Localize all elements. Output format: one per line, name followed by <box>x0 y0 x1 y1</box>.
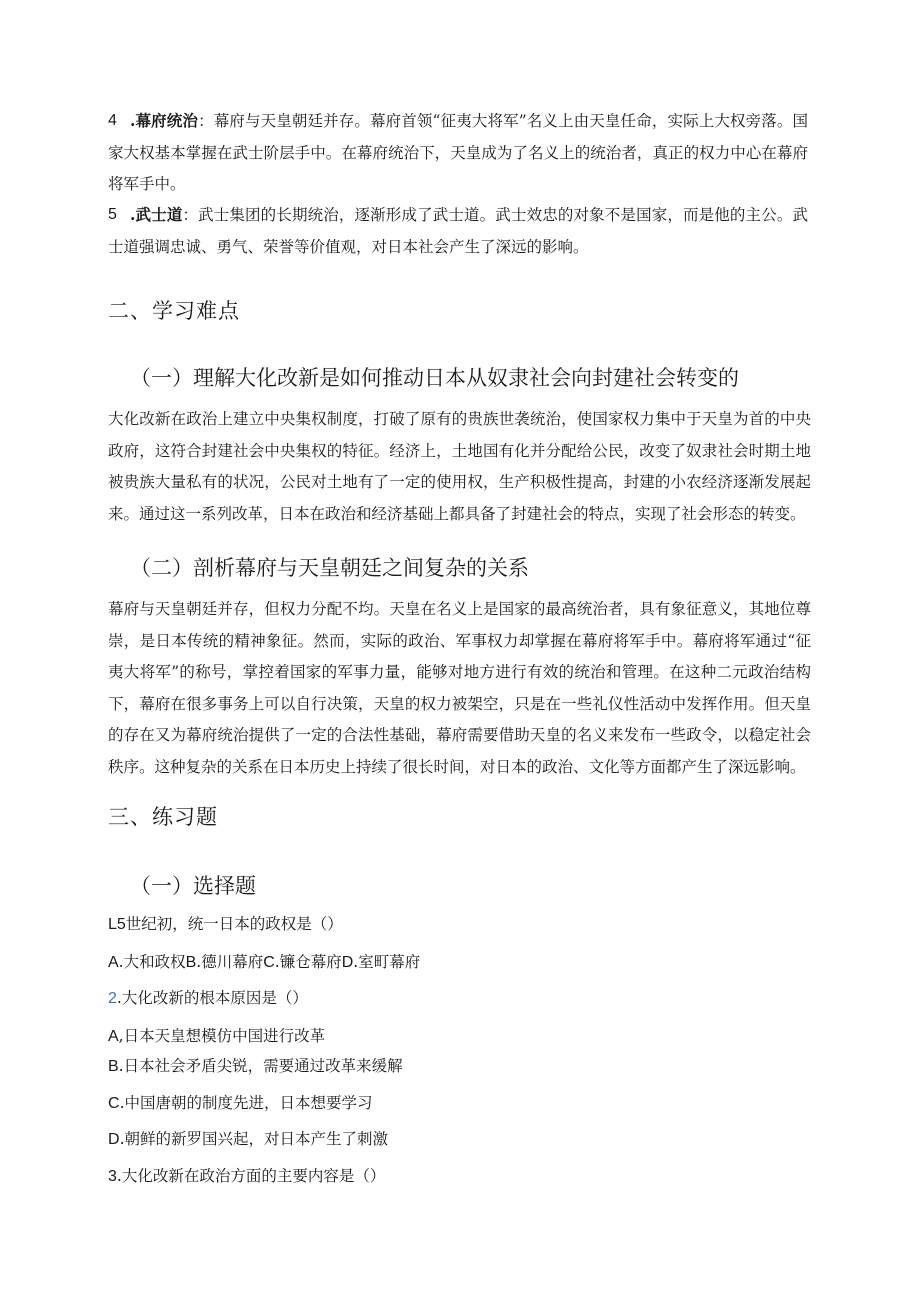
option-letter: D <box>341 954 354 971</box>
option-text: .日本社会矛盾尖锐，需要通过改革来缓解 <box>118 1057 403 1075</box>
paragraph-taika-reform: 大化改新在政治上建立中央集权制度，打破了原有的贵族世袭统治，使国家权力集中于天皇为首的中央政府，这符合封建社会中央集权的特征。经济上，土地国有化并分配给公民，改变了奴隶社会时期土地被贵族大量私有的状况，公民对土地有了一定的使用权，生产积极性提高，封建的小农经济逐渐发展起来。通过这一系列改革，日本在政治和经济基础上都具备了封建社会的特点，实现了社会形态的转变。 <box>108 410 811 523</box>
option-text: ,日本天皇想模仿中国进行改革 <box>118 1027 326 1045</box>
subsection-heading-2-2: （二）剖析幕府与天皇朝廷之间复杂的关系 <box>130 556 529 580</box>
question-text: .大化改新在政治方面的主要内容是（） <box>116 1167 386 1185</box>
section-heading-2: 二、学习难点 <box>108 299 240 323</box>
option-letter: D <box>108 1131 120 1148</box>
question-number: 3 <box>108 1168 117 1185</box>
item-text: ：武士集团的长期统治，逐渐形成了武士道。武士效忠的对象不是国家，而是他的主公。武士道强调忠诚、勇气、荣誉等价值观，对日本社会产生了深远的影响。 <box>108 206 808 256</box>
option-letter: C <box>108 1095 120 1112</box>
item-text: ：幕府与天皇朝廷并存。幕府首领“征夷大将军”名义上由天皇任命，实际上大权旁落。国家大权基本掌握在武士阶层手中。在幕府统治下，天皇成为了名义上的统治者，真正的权力中心在幕府将军手中。 <box>108 112 808 193</box>
list-item-4 <box>108 105 808 201</box>
option-text: .镰仓幕府 <box>274 953 342 971</box>
list-item-5 <box>108 199 808 263</box>
item-term: .幕府统治 <box>130 111 199 130</box>
option-text: .大和政权 <box>118 953 186 971</box>
option-text: .德川幕府 <box>196 953 264 971</box>
option-letter: B <box>108 1058 119 1075</box>
option-letter: C <box>263 954 275 971</box>
question-2 <box>108 988 308 1009</box>
paragraph-shogunate-emperor: 幕府与天皇朝廷并存，但权力分配不均。天皇在名义上是国家的最高统治者，具有象征意义，其地位尊崇，是日本传统的精神象征。然而，实际的政治、军事权力却掌握在幕府将军手中。幕府将军通过“征夷大将军”的称号，掌控着国家的军事力量，能够对地方进行有效的统治和管理。在这种二元政治结构下，幕府在很多事务上可以自行决策，天皇的权力被架空，只是在一些礼仪性活动中发挥作用。但天皇的存在又为幕府统治提供了一定的合法性基础，幕府需要借助天皇的名义来发布一些政令，以稳定社会秩序。这种复杂的关系在日本历史上持续了很长时间，对日本的政治、文化等方面都产生了深远影响。 <box>108 600 811 776</box>
question-2-option-b <box>108 1056 403 1077</box>
subsection-heading-2-1: （一）理解大化改新是如何推动日本从奴隶社会向封建社会转变的 <box>130 366 739 390</box>
question-1-options <box>108 952 420 973</box>
option-text: .中国唐朝的制度先进，日本想要学习 <box>119 1094 373 1112</box>
option-text: .朝鲜的新罗国兴起，对日本产生了刺激 <box>119 1130 388 1148</box>
question-number: 2 <box>108 990 117 1007</box>
option-letter: A <box>108 1028 119 1045</box>
question-text: 世纪初，统一日本的政权是（） <box>125 915 343 933</box>
option-letter: A <box>108 954 119 971</box>
item-number: 4 <box>108 112 117 129</box>
option-letter: B <box>185 954 197 971</box>
question-3 <box>108 1166 385 1187</box>
question-2-option-a <box>108 1026 325 1047</box>
subsection-heading-3-1: （一）选择题 <box>130 874 256 898</box>
question-2-option-c <box>108 1093 373 1114</box>
option-text: .室町幕府 <box>353 953 421 971</box>
question-1 <box>108 914 343 935</box>
question-number: L5 <box>108 916 126 933</box>
question-2-option-d <box>108 1129 388 1150</box>
item-term: .武士道 <box>130 205 183 224</box>
item-number: 5 <box>108 206 117 223</box>
section-heading-3: 三、练习题 <box>108 805 218 829</box>
question-text: .大化改新的根本原因是（） <box>116 989 308 1007</box>
